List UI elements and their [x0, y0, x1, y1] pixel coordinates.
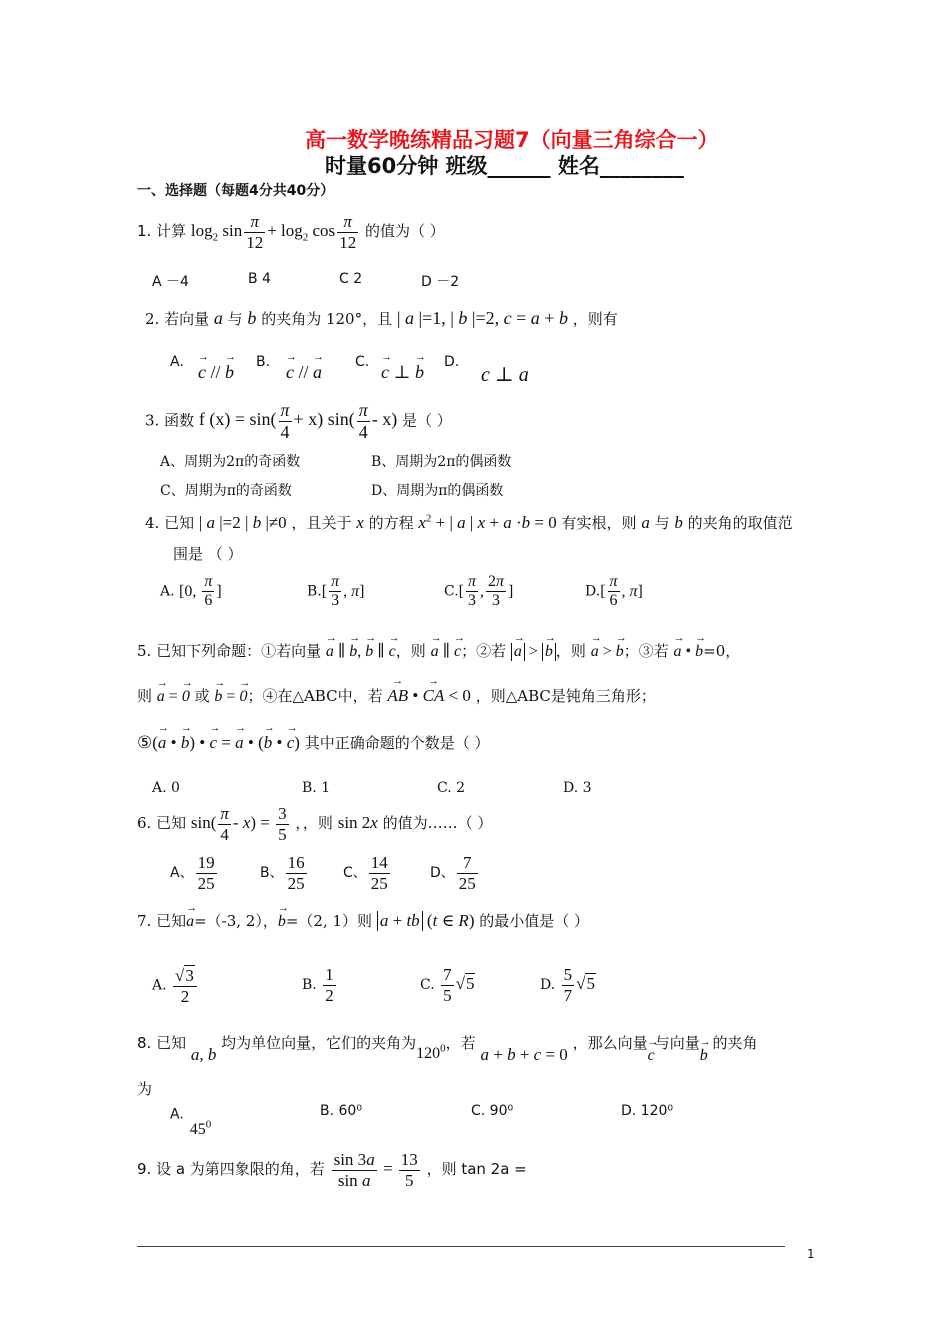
q8-option-b: B. 60⁰	[320, 1103, 362, 1119]
q8-option-a: $A.45^0$	[170, 1106, 212, 1139]
question-1	[137, 212, 445, 252]
q4-mid2: 的方程	[368, 514, 414, 532]
q2-label-a: A.	[170, 354, 184, 370]
q2-label-d: D.	[444, 354, 460, 370]
q2-condition: | a |=1, | b |=2, c = a + b	[396, 308, 568, 328]
q4-line2: 围是 （ ）	[173, 545, 243, 563]
q1-option-b: B 4	[248, 271, 271, 287]
q1-option-a: A －4	[152, 274, 189, 290]
q3-option-c: C、周期为π的奇函数	[160, 483, 292, 499]
q5-option-d: D. 3	[563, 780, 592, 796]
q1-option-d: D －2	[421, 274, 460, 290]
q6-option-b: B、 $\frac{16}{25}$	[260, 853, 305, 893]
question-4: 4. 已知 | a |=2 | b |≠0 ，且关于 x 的方程 $x^2$ + | a | x + a ·b = 0 有实根，则 a 与 b 的夹角的取值范	[145, 512, 793, 532]
q6-option-d: D、 $\frac{7}{25}$	[430, 853, 476, 893]
section-heading: 一、选择题（每题4分共40分）	[137, 183, 335, 199]
q2-tail: ，则有	[572, 310, 618, 328]
q6-option-c: C、 $\frac{14}{25}$	[343, 853, 388, 893]
question-5-line3: ⑤(→ a • → b) • → c = → a • (→ b • → c) 其中正确命题的个数是（ ）	[137, 732, 489, 753]
q4-option-d: D.[ $\frac{\pi}{6}$ , π]	[585, 573, 643, 610]
question-8: 8. 已知 a, b 均为单位向量，它们的夹角为$120^0$，若 a + b + c = 0 ，那么向量→ c与向量→ b 的夹角	[137, 1032, 758, 1053]
question-3	[145, 400, 452, 442]
q4-option-c: C.[ $\frac{\pi}{3}$ , $\frac{2\pi}{3}$ ]	[444, 573, 514, 610]
question-2: 2. 若向量 a 与 b 的夹角为 120°，且 | a |=1, | b |=2, c = a + b ，则有	[145, 308, 618, 328]
q3-formula: f (x) = sin( $\frac{\pi}{4}$ + x) sin( $\frac{\pi}{4}$ - x)	[198, 400, 398, 442]
question-5-line2: 则 → a = → 0 或 → b = → 0；④在△ABC中，若 → AB • → CA < 0 ，则△ABC是钝角三角形；	[137, 685, 656, 706]
q2-stem: 2. 若向量	[145, 310, 210, 328]
q7-option-b: B. $\frac{1}{2}$	[302, 965, 334, 1005]
q4-mid3: 有实根，则	[561, 514, 637, 532]
q6-option-a: A、 $\frac{19}{25}$	[170, 853, 215, 893]
q1-formula: $\log_2 \sin$ $\frac{\pi}{12}$ + $\log_2 \cos$ $\frac{\pi}{12}$	[190, 212, 357, 252]
q2-option-a: → c // → b	[198, 362, 234, 383]
q5-option-b: B. 1	[302, 780, 331, 796]
q8-option-d: D. 120⁰	[621, 1103, 674, 1119]
q5-option-a: A. 0	[152, 780, 180, 796]
q7-option-a: A. $\frac{√3}{2}$	[152, 965, 199, 1006]
q2-mid: 的夹角为 120°，且	[261, 310, 393, 328]
q2-label-c: C.	[355, 354, 370, 370]
q3-tail: 是（ ）	[402, 411, 452, 430]
question-5-line1: 5. 已知下列命题：①若向量 → a ∥ → b, → b ∥ → c，则 → a ∥ → c；②若 → a > → b ，则 → a > → b；③若 → a • → b=0，	[137, 640, 740, 661]
q8-option-c: C. 90⁰	[471, 1103, 514, 1119]
q4-mid1: ，且关于	[291, 514, 352, 532]
q8-line2: 为	[137, 1080, 153, 1098]
question-9: 9. 设 a 为第四象限的角，若 $\frac{\sin 3a}{\text{sin a}}$ = $\frac{13}{5}$ ，则 tan 2a =	[137, 1150, 527, 1190]
q4-option-b: B.[ $\frac{\pi}{3}$ , π]	[307, 573, 365, 610]
q1-stem: 1. 计算	[137, 221, 187, 240]
q4-stem: 4. 已知	[145, 514, 195, 532]
q5-option-c: C. 2	[437, 780, 466, 796]
q3-option-b: B、周期为2π的偶函数	[371, 454, 512, 470]
page-title: 高一数学晚练精品习题7（向量三角综合一）	[305, 128, 719, 152]
q2-option-b: → c // → a	[286, 362, 322, 383]
page-subtitle: 时量60分钟 班级______ 姓名________	[325, 154, 684, 178]
q3-option-d: D、周期为π的偶函数	[371, 483, 504, 499]
q2-option-d: c ⊥ a	[481, 364, 529, 386]
q7-option-c: C. $\frac{7}{5}$ √5	[420, 965, 475, 1005]
q4-tail: 的夹角的取值范	[687, 514, 793, 532]
q3-option-a: A、周期为2π的奇函数	[160, 454, 301, 470]
q3-stem: 3. 函数	[145, 411, 195, 430]
page-number: 1	[807, 1247, 815, 1261]
q7-option-d: D. $\frac{5}{7}$ √5	[540, 965, 595, 1005]
question-7: 7. 已知→ a=（-3, 2），→ b=（2, 1）则 a + tb (t ∈ R) 的最小值是（ ）	[137, 910, 589, 931]
footer-divider	[137, 1246, 785, 1247]
q2-label-b: B.	[256, 354, 271, 370]
q2-option-c: → c ⊥ → b	[381, 362, 424, 383]
q1-tail: 的值为（ ）	[364, 221, 445, 240]
question-6: 6. 已知 sin( $\frac{\pi}{4}$ - x) = $\frac{3}{5}$ ，，则 sin 2x 的值为……（ ）	[137, 804, 493, 844]
q1-option-c: C 2	[339, 271, 363, 287]
q4-option-a: A. [0, $\frac{\pi}{6}$ ]	[160, 573, 222, 610]
q5-l1a: 5. 已知下列命题：①若向量	[137, 642, 322, 660]
